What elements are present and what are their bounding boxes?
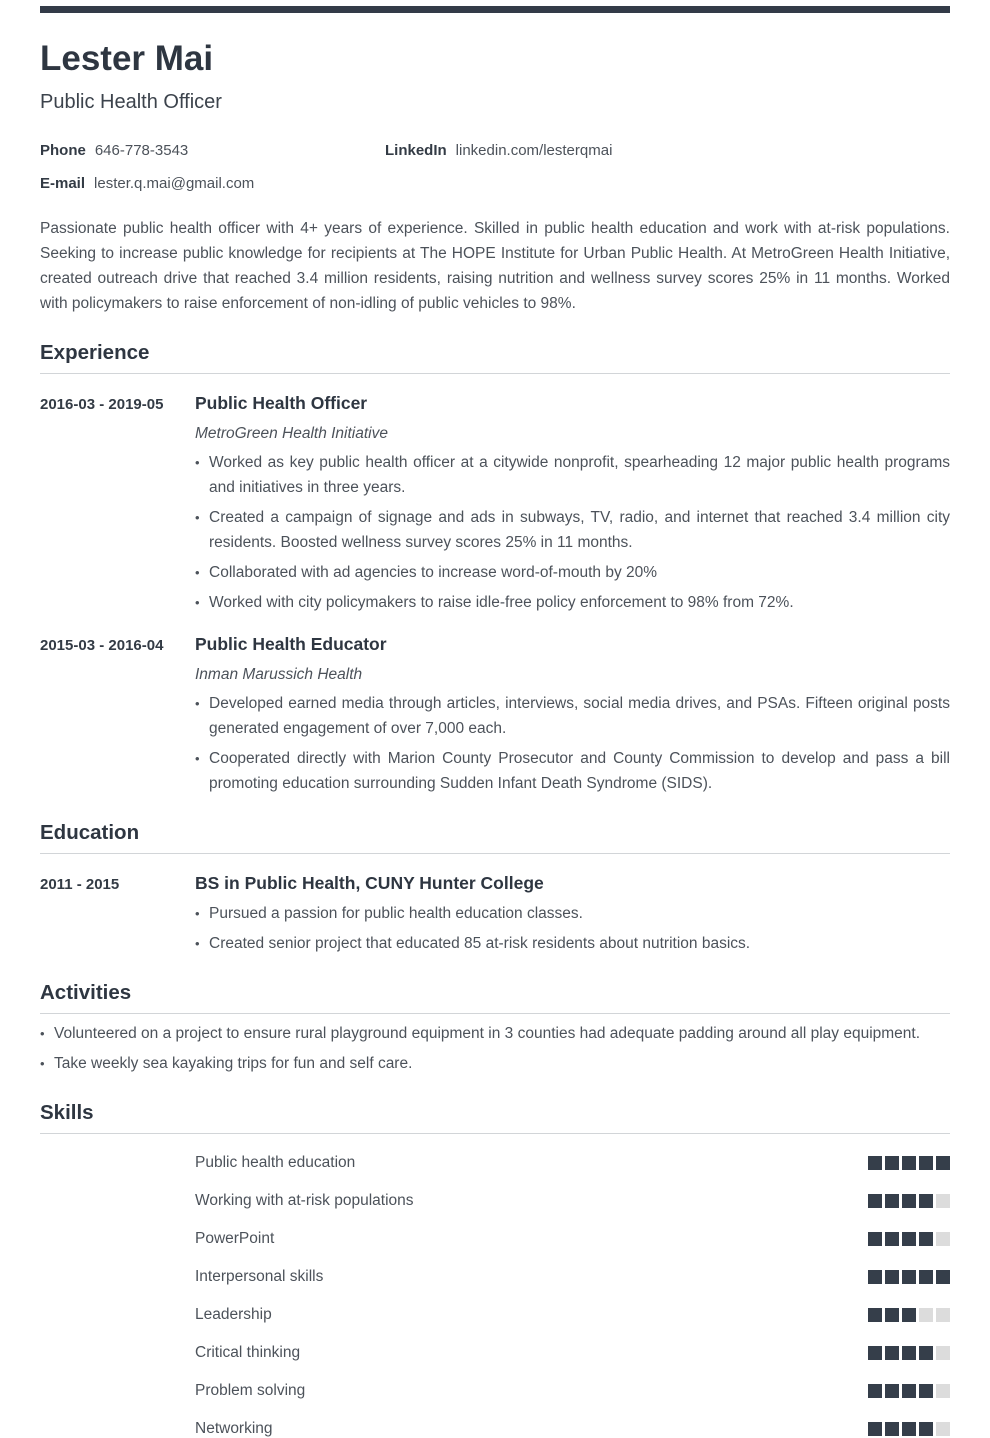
skill-row [195, 1154, 950, 1172]
entry-body [195, 634, 950, 796]
rating-square-filled [885, 1270, 899, 1284]
email-label: E-mail [40, 175, 86, 192]
rating-square-filled [868, 1346, 882, 1360]
rating-square-filled [902, 1270, 916, 1284]
phone-label: Phone [40, 142, 86, 159]
profile-summary: Passionate public health officer with 4+ years of experience. Skilled in public health education and work with at-risk populations. Seeking to increase public knowledge for recipients at The HOPE Institute for Urban Public Health. At MetroGreen Health Initiative, created outreach drive that reached 3.4 million residents, raising nutrition and wellness survey scores 25% in 11 months. Worked with policymakers to raise enforcement of non-idling of public vehicles to 98%. [40, 220, 950, 312]
candidate-job-title: Public Health Officer [40, 91, 222, 113]
entry-date-range: 2015-03 - 2016-04 [40, 637, 164, 654]
education-entries [40, 873, 950, 956]
rating-square-empty [936, 1422, 950, 1436]
skill-rating-squares [868, 1308, 950, 1322]
skill-rating-squares [868, 1156, 950, 1170]
rating-square-filled [868, 1384, 882, 1398]
contact-phone [40, 141, 385, 160]
experience-entry [40, 393, 950, 615]
skill-rating-squares [868, 1384, 950, 1398]
skill-row [195, 1306, 950, 1324]
rating-square-empty [936, 1346, 950, 1360]
skill-row [195, 1268, 950, 1286]
rating-square-filled [885, 1156, 899, 1170]
candidate-name: Lester Mai [40, 39, 214, 78]
rating-square-filled [885, 1232, 899, 1246]
skill-label: Networking [195, 1420, 273, 1437]
education-heading: Education [40, 821, 950, 854]
rating-square-filled [919, 1422, 933, 1436]
email-value: lester.q.mai@gmail.com [94, 175, 255, 192]
rating-square-filled [902, 1194, 916, 1208]
bullet-item: • Take weekly sea kayaking trips for fun and self care. [40, 1051, 950, 1076]
rating-square-filled [902, 1422, 916, 1436]
skills-heading: Skills [40, 1101, 950, 1134]
skill-rating-squares [868, 1270, 950, 1284]
bullet-item: • Worked with city policymakers to raise idle-free policy enforcement to 98% from 72%. [195, 590, 950, 615]
rating-square-filled [919, 1232, 933, 1246]
skill-label: PowerPoint [195, 1230, 275, 1247]
entry-degree-title: BS in Public Health, CUNY Hunter College [195, 873, 544, 893]
skills-list [195, 1154, 950, 1438]
experience-heading: Experience [40, 341, 950, 374]
entry-company: MetroGreen Health Initiative [195, 425, 388, 442]
rating-square-filled [885, 1422, 899, 1436]
experience-entry [40, 634, 950, 796]
rating-square-filled [902, 1308, 916, 1322]
skill-label: Problem solving [195, 1382, 306, 1399]
bullet-item: • Worked as key public health officer at a citywide nonprofit, spearheading 12 major public health programs and initiatives in three years. [195, 450, 950, 500]
top-accent-bar [40, 6, 950, 13]
skill-row [195, 1344, 950, 1362]
skill-rating-squares [868, 1232, 950, 1246]
skill-row [195, 1230, 950, 1248]
skill-label: Critical thinking [195, 1344, 301, 1361]
entry-company: Inman Marussich Health [195, 666, 363, 683]
rating-square-filled [902, 1346, 916, 1360]
skill-label: Working with at-risk populations [195, 1192, 414, 1209]
rating-square-empty [936, 1232, 950, 1246]
skill-rating-squares [868, 1194, 950, 1208]
linkedin-label: LinkedIn [385, 142, 447, 159]
skill-row [195, 1420, 950, 1438]
activities-bullet-list [40, 1021, 950, 1076]
contact-email [40, 174, 385, 193]
entry-body [195, 393, 950, 615]
bullet-item: • Collaborated with ad agencies to increase word-of-mouth by 20% [195, 560, 950, 585]
rating-square-filled [919, 1156, 933, 1170]
rating-square-filled [919, 1346, 933, 1360]
rating-square-filled [919, 1270, 933, 1284]
entry-date-range: 2011 - 2015 [40, 876, 120, 893]
rating-square-filled [868, 1308, 882, 1322]
rating-square-empty [936, 1194, 950, 1208]
rating-square-empty [936, 1384, 950, 1398]
rating-square-filled [868, 1156, 882, 1170]
bullet-item: • Developed earned media through articles, interviews, social media drives, and PSAs. Fifteen original posts generated engagement of over 7,000 each. [195, 691, 950, 741]
linkedin-value: linkedin.com/lesterqmai [455, 142, 613, 159]
entry-bullet-list [195, 691, 950, 796]
rating-square-filled [885, 1384, 899, 1398]
entry-bullet-list [195, 901, 950, 956]
bullet-item: • Pursued a passion for public health education classes. [195, 901, 950, 926]
entry-bullet-list [195, 450, 950, 615]
rating-square-filled [902, 1156, 916, 1170]
entry-body [195, 873, 950, 956]
rating-square-empty [936, 1308, 950, 1322]
skill-rating-squares [868, 1346, 950, 1360]
education-entry [40, 873, 950, 956]
entry-role-title: Public Health Educator [195, 634, 387, 654]
section-experience [40, 341, 950, 796]
bullet-item: • Cooperated directly with Marion County Prosecutor and County Commission to develop and pass a bill promoting education surrounding Sudden Infant Death Syndrome (SIDS). [195, 746, 950, 796]
rating-square-filled [936, 1270, 950, 1284]
rating-square-filled [868, 1194, 882, 1208]
rating-square-filled [902, 1384, 916, 1398]
phone-value: 646-778-3543 [94, 142, 189, 159]
rating-square-filled [919, 1384, 933, 1398]
rating-square-filled [868, 1270, 882, 1284]
bullet-item: • Created a campaign of signage and ads in subways, TV, radio, and internet that reached 3.4 million city residents. Boosted wellness survey scores 25% in 11 months. [195, 505, 950, 555]
rating-square-filled [936, 1156, 950, 1170]
rating-square-filled [919, 1194, 933, 1208]
experience-entries [40, 393, 950, 796]
skill-label: Public health education [195, 1154, 356, 1171]
rating-square-filled [885, 1346, 899, 1360]
bullet-item: • Created senior project that educated 85 at-risk residents about nutrition basics. [195, 931, 950, 956]
section-education [40, 821, 950, 956]
activities-heading: Activities [40, 981, 950, 1014]
contact-linkedin [385, 141, 950, 160]
rating-square-filled [885, 1194, 899, 1208]
contact-info [40, 141, 950, 193]
entry-role-title: Public Health Officer [195, 393, 368, 413]
rating-square-filled [868, 1232, 882, 1246]
skill-label: Leadership [195, 1306, 272, 1323]
skill-row [195, 1192, 950, 1210]
skill-label: Interpersonal skills [195, 1268, 324, 1285]
skill-rating-squares [868, 1422, 950, 1436]
rating-square-empty [919, 1308, 933, 1322]
rating-square-filled [902, 1232, 916, 1246]
section-skills [40, 1101, 950, 1438]
entry-date-range: 2016-03 - 2019-05 [40, 396, 164, 413]
rating-square-filled [868, 1422, 882, 1436]
section-activities [40, 981, 950, 1076]
skill-row [195, 1382, 950, 1400]
bullet-item: • Volunteered on a project to ensure rural playground equipment in 3 counties had adequate padding around all play equipment. [40, 1021, 950, 1046]
rating-square-filled [885, 1308, 899, 1322]
